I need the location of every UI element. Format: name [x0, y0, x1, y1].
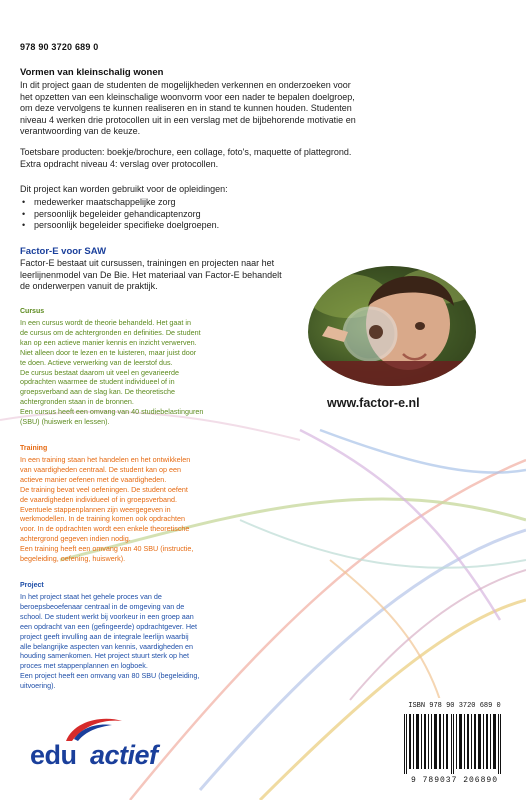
bullet-icon: •	[22, 220, 26, 231]
list-item: • persoonlijk begeleider specifieke doelgroepen.	[22, 220, 220, 231]
child-with-magnifying-glass-photo	[308, 266, 476, 386]
barcode-isbn-label: ISBN 978 90 3720 689 0	[408, 702, 501, 710]
project-body: In het project staat het gehele proces van de beroepsbeoefenaar centraal in de omgeving van de school. De student werkt bij voorkeur in een groep aan een opdracht van een (gefingeerde) opdrachtgever. Het project geeft invulling aan de integrale leerlijn waarbij alle belangrijke aspecten van kennis, vaardigheden en houding samenkomen. Het project stuurt sterk op het proces met stappenplannen en logboek. Een project heeft een omvang van 80 SBU (begeleiding, uitvoering).	[20, 592, 200, 691]
bullet-icon: •	[22, 197, 26, 207]
project-title: Project	[20, 582, 44, 589]
website-link[interactable]: www.factor-e.nl	[327, 396, 420, 410]
photo-illustration	[308, 266, 476, 386]
list-item: • persoonlijk begeleider gehandicaptenzorg	[22, 208, 201, 219]
intro-heading: Vormen van kleinschalig wonen	[20, 67, 164, 78]
barcode-number: 9 789037 206890	[410, 776, 498, 785]
products-paragraph: Toetsbare producten: boekje/brochure, een collage, foto's, maquette of plattegrond. Extra opdracht niveau 4: verslag over protocollen.	[20, 147, 352, 169]
isbn-top: 978 90 3720 689 0	[20, 42, 99, 52]
factor-e-heading: Factor-E voor SAW	[20, 246, 107, 257]
bullet-icon: •	[22, 208, 26, 219]
factor-e-paragraph: Factor-E bestaat uit cursussen, trainingen en projecten naar het leerlijnenmodel van De Bie. Het materiaal van Factor-E behandelt de onderwerpen vanuit de praktijk.	[20, 258, 282, 292]
barcode-bars	[400, 714, 509, 774]
intro-paragraph: In dit project gaan de studenten de mogelijkheden verkennen en onderzoeken voor het opzetten van een kleinschalige woonvorm voor een nader te bepalen doelgroep, om deze vervolgens te kunnen realiseren en in stand te kunnen houden. Studenten niveau 4 werken drie protocollen uit in een verslag met de bijbehorende motivatie en verantwoording van de keuze.	[20, 80, 356, 137]
list-item: • medewerker maatschappelijke zorg	[22, 197, 176, 207]
edu-actief-logo	[30, 715, 190, 775]
cursus-body: In een cursus wordt de theorie behandeld. Het gaat in de cursus om de achtergronden en definities. De student kan op een actieve manier kennis en inzicht verwerven. Niet alleen door te lezen en te luisteren, maar juist door te doen. Actieve verwerking van de leerstof dus. De cursus bestaat daarom uit veel en gevarieerde opdrachten waarmee de student individueel of in groepsverband aan de slag kan. De theoretische achtergronden staan in de bronnen. Een cursus heeft een omvang van 40 studiebelastinguren (SBU) (huiswerk en lessen).	[20, 318, 204, 427]
training-title: Training	[20, 445, 48, 452]
training-body: In een training staan het handelen en het ontwikkelen van vaardigheden centraal. De student kan op een actieve manier oefenen met de vaardigheden. De training bevat veel oefeningen. De student oefent de vaardigheden individueel of in groepsverband. Eventuele stappenplannen zijn weergegeven in werkmodellen. In de training komen ook opdrachten voor. In de opdrachten wordt een enkele theoretische achtergrond gegeven indien nodig. Een training heeft een omvang van 40 SBU (instructie, begeleiding, oefening, huiswerk).	[20, 455, 194, 564]
logo-text-actief: actief	[90, 740, 158, 770]
logo-text-edu: edu	[30, 740, 77, 770]
education-list	[22, 197, 219, 232]
barcode	[396, 698, 513, 792]
cursus-title: Cursus	[20, 308, 45, 315]
education-intro: Dit project kan worden gebruikt voor de opleidingen:	[20, 184, 228, 194]
